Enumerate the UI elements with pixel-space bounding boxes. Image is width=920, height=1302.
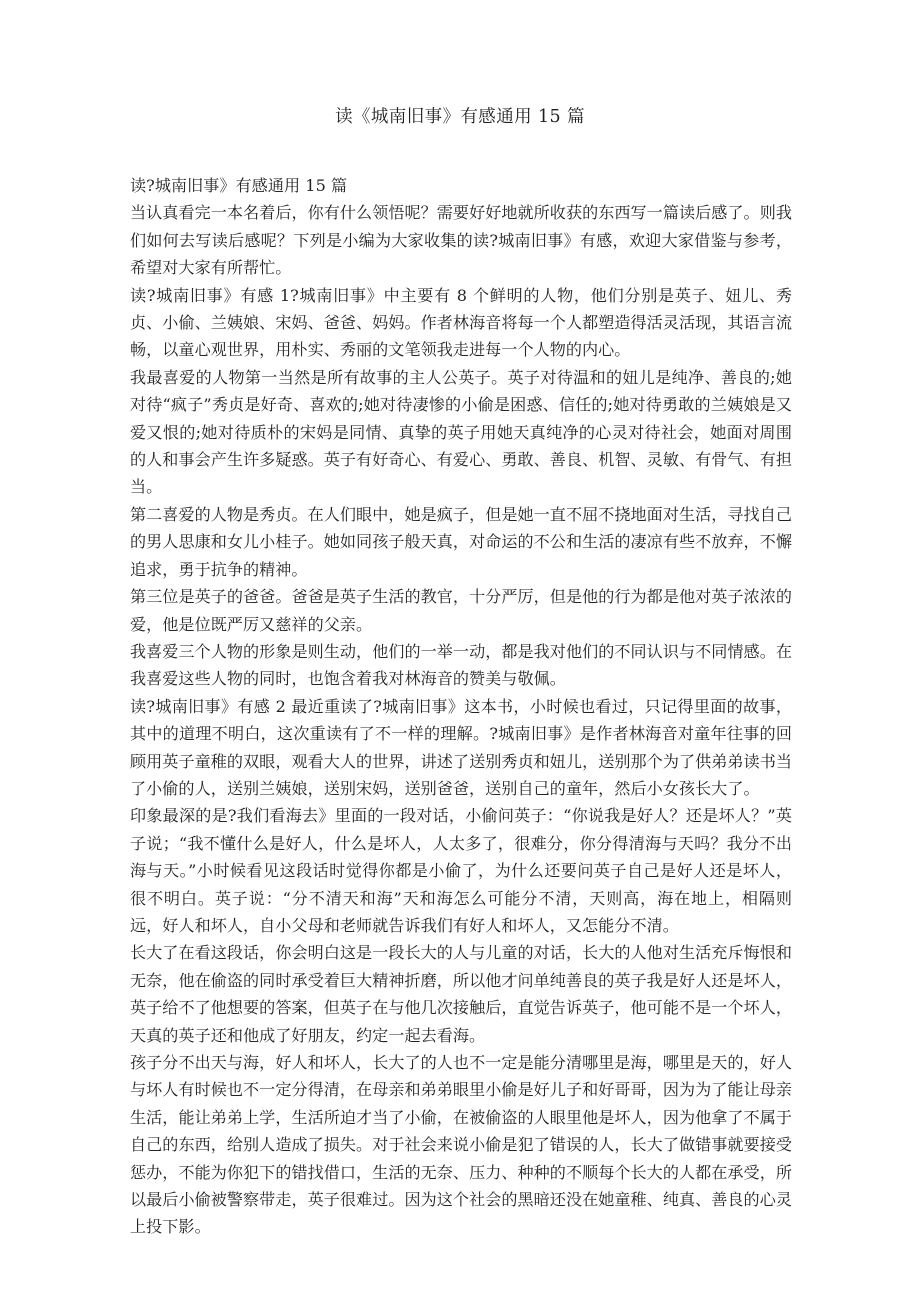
paragraph: 读?城南旧事》有感 1?城南旧事》中主要有 8 个鲜明的人物，他们分别是英子、妞儿、秀贞、小偷、兰姨娘、宋妈、爸爸、妈妈。作者林海音将每一个人都塑造得活灵活现，其语言流畅，以童心观世界，用朴实、秀丽的文笔领我走进每一个人物的内心。: [130, 285, 792, 360]
paragraph: 长大了在看这段话，你会明白这是一段长大的人与儿童的对话，长大的人他对生活充斥悔恨和无奈，他在偷盗的同时承受着巨大精神折磨，所以他才问单纯善良的英子我是好人还是坏人，英子给不了他想要的答案，但英子在与他几次接触后，直觉告诉英子，他可能不是一个坏人，天真的英子还和他成了好朋友，约定一起去看海。: [130, 943, 792, 1045]
paragraph: 印象最深的是?我们看海去》里面的一段对话，小偷问英子：“你说我是好人？还是坏人？”英子说；“我不懂什么是好人，什么是坏人，人太多了，很难分，你分得清海与天吗？我分不出海与天。”小时候看见这段话时觉得你都是小偷了，为什么还要问英子自己是好人还是坏人，很不明白。英子说：“分不清天和海”天和海怎么可能分不清，天则高，海在地上，相隔则远，好人和坏人，自小父母和老师就告诉我们有好人和坏人，又怎能分不清。: [130, 806, 792, 935]
paragraph: 第三位是英子的爸爸。爸爸是英子生活的教官，十分严厉，但是他的行为都是他对英子浓浓的爱，他是位既严厉又慈祥的父亲。: [130, 587, 792, 634]
paragraph: 读?城南旧事》有感通用 15 篇: [130, 176, 348, 195]
paragraph: 第二喜爱的人物是秀贞。在人们眼中，她是疯子，但是她一直不屈不挠地面对生活，寻找自己的男人思康和女儿小桂子。她如同孩子般天真，对命运的不公和生活的凄凉有些不放弃，不懈追求，勇于抗争的精神。: [130, 504, 792, 579]
paragraph: 孩子分不出天与海，好人和坏人，长大了的人也不一定是能分清哪里是海，哪里是天的，好人与坏人有时候也不一定分得清，在母亲和弟弟眼里小偷是好儿子和好哥哥，因为为了能让母亲生活，能让弟弟上学，生活所迫才当了小偷，在被偷盗的人眼里他是坏人，因为他拿了不属于自己的东西，给别人造成了损失。对于社会来说小偷是犯了错误的人，长大了做错事就要接受惩办，不能为你犯下的错找借口，生活的无奈、压力、种种的不顺每个长大的人都在承受，所以最后小偷被警察带走，英子很难过。因为这个社会的黑暗还没在她童稚、纯真、善良的心灵上投下影。: [130, 1053, 792, 1237]
paragraph: 我喜爱三个人物的形象是则生动，他们的一举一动，都是我对他们的不同认识与不同情感。在我喜爱这些人物的同时，也饱含着我对林海音的赞美与敬佩。: [130, 641, 792, 689]
document-body: [130, 172, 792, 1241]
paragraph: 我最喜爱的人物第一当然是所有故事的主人公英子。英子对待温和的妞儿是纯净、善良的;她对待“疯子”秀贞是好奇、喜欢的;她对待凄惨的小偷是困惑、信任的;她对待勇敢的兰姨娘是又爱又恨的;她对待质朴的宋妈是同情、真挚的英子用她天真纯净的心灵对待社会，她面对周围的人和事会产生许多疑惑。英子有好奇心、有爱心、勇敢、善良、机智、灵敏、有骨气、有担当。: [130, 367, 792, 497]
paragraph: 读?城南旧事》有感 2 最近重读了?城南旧事》这本书，小时候也看过，只记得里面的故事，其中的道理不明白，这次重读有了不一样的理解。?城南旧事》是作者林海音对童年往事的回顾用英子童稚的双眼，观看大人的世界，讲述了送别秀贞和妞儿，送别那个为了供弟弟读书当了小偷的人，送别兰姨娘，送别宋妈，送别爸爸，送别自己的童年，然后小女孩长大了。: [130, 696, 792, 798]
page-title: 读《城南旧事》有感通用 15 篇: [335, 107, 585, 127]
paragraph: 当认真看完一本名着后，你有什么领悟呢？需要好好地就所收获的东西写一篇读后感了。则我们如何去写读后感呢？下列是小编为大家收集的读?城南旧事》有感，欢迎大家借鉴与参考，希望对大家有所帮忙。: [130, 203, 792, 278]
